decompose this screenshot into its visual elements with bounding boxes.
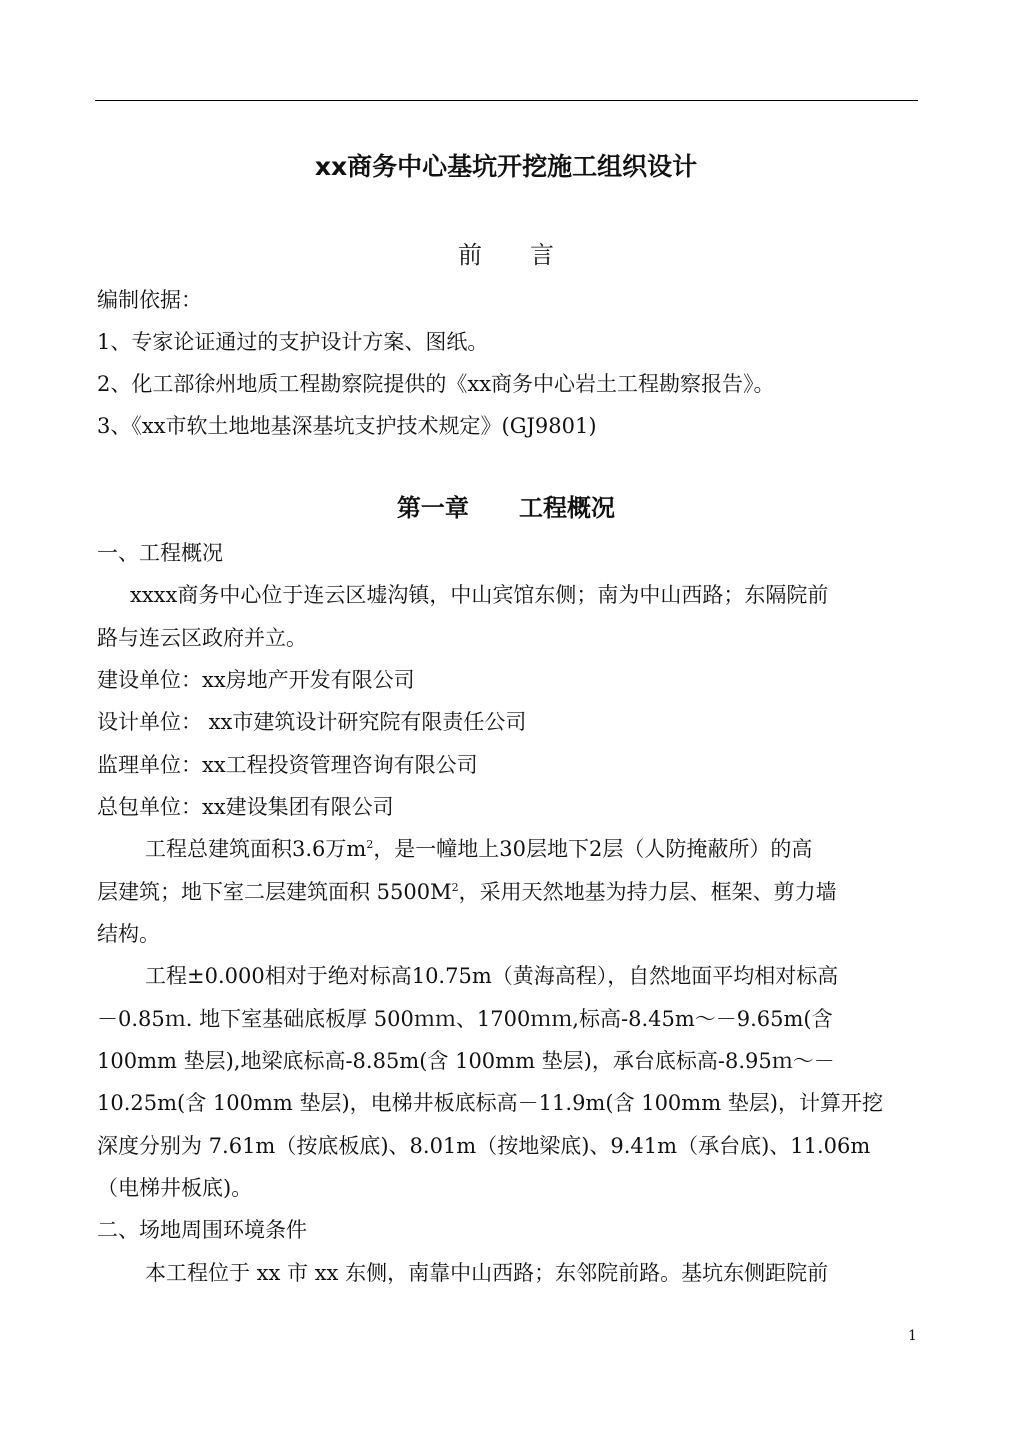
paragraph-line: 路与连云区政府并立。: [97, 626, 307, 650]
paragraph-line: －0.85ｍ. 地下室基础底板厚 500ｍｍ、1700ｍｍ,标高-8.45m～－9.65m(含: [97, 1007, 833, 1031]
basis-item-1: 1、专家论证通过的支护设计方案、图纸。: [97, 330, 489, 354]
paragraph-line: 100mm 垫层),地梁底标高-8.85m(含 100mm 垫层)，承台底标高-8.95ｍ～－: [97, 1049, 835, 1073]
basis-item-2: 2、化工部徐州地质工程勘察院提供的《xx商务中心岩土工程勘察报告》。: [97, 372, 775, 396]
section-2-heading: 二、场地周围环境条件: [97, 1218, 307, 1242]
owner-line: 建设单位：xx房地产开发有限公司: [97, 668, 415, 692]
paragraph-line: （电梯井板底)。: [97, 1176, 253, 1200]
basis-label: 编制依据：: [97, 288, 202, 312]
paragraph-line: 层建筑；地下室二层建筑面积 $5500M^2$，采用天然地基为持力层、框架、剪力墙: [97, 880, 837, 904]
contractor-line: 总包单位：xx建设集团有限公司: [97, 795, 394, 819]
paragraph-line: 结构。: [97, 922, 160, 946]
paragraph-line: 深度分别为 7.61m（按底板底)、8.01m（按地梁底)、9.41m（承台底)、11.06m: [97, 1134, 871, 1158]
basis-item-3: 3、《xx市软土地地基深基坑支护技术规定》(GJ9801): [97, 414, 597, 438]
header-rule: [95, 100, 918, 101]
preface-heading: 前 言: [458, 241, 554, 269]
supervisor-line: 监理单位：xx工程投资管理咨询有限公司: [97, 753, 478, 777]
paragraph-line: 工程±0.000相对于绝对标高10.75m（黄海高程），自然地面平均相对标高: [145, 964, 839, 988]
page-number: 1: [908, 1328, 917, 1344]
paragraph-line: 10.25m(含 100mm 垫层)，电梯井板底标高－11.9m(含 100mm 垫层)，计算开挖: [97, 1091, 883, 1115]
paragraph-line: 工程总建筑面积3.6万$m^2$，是一幢地上30层地下2层（人防掩蔽所）的高: [145, 837, 813, 861]
section-1-heading: 一、工程概况: [97, 541, 223, 565]
paragraph-line: xxxx商务中心位于连云区墟沟镇，中山宾馆东侧；南为中山西路；东隔院前: [130, 583, 829, 607]
paragraph-line: 本工程位于 xx 市 xx 东侧，南靠中山西路；东邻院前路。基坑东侧距院前: [145, 1261, 829, 1285]
designer-line: 设计单位： xx市建筑设计研究院有限责任公司: [97, 710, 527, 734]
chapter-1-heading: 第一章 工程概况: [396, 494, 616, 522]
document-title: xx商务中心基坑开挖施工组织设计: [314, 152, 698, 181]
